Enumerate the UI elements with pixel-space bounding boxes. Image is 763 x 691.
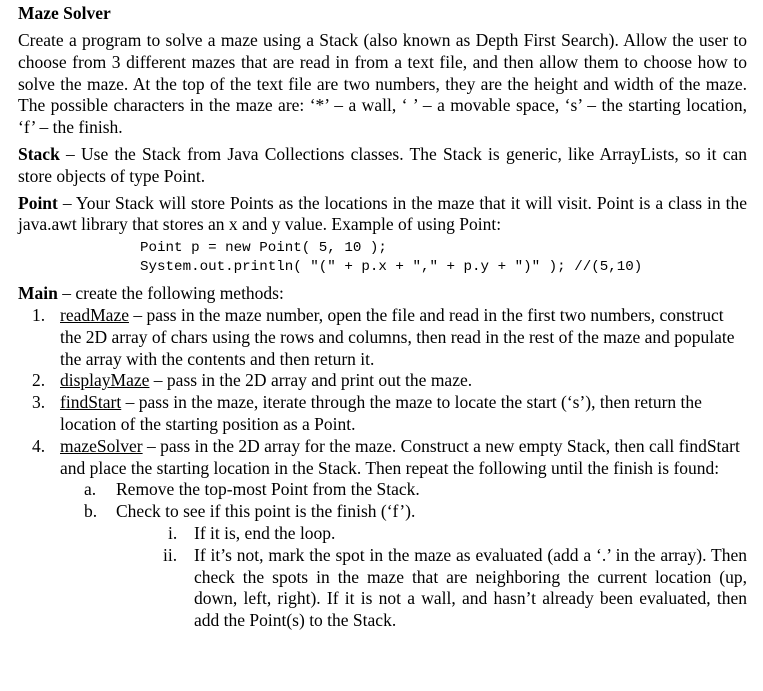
method-desc: – pass in the maze, iterate through the maze to locate the start (‘s’), then return the location of the starting position as a Point. <box>60 392 702 434</box>
solver-steps-list <box>18 479 747 523</box>
main-paragraph <box>18 283 747 305</box>
stack-label: Stack <box>18 143 60 164</box>
method-name: readMaze <box>60 304 129 325</box>
step-text: Remove the top-most Point from the Stack. <box>116 479 420 500</box>
method-name: displayMaze <box>60 370 150 391</box>
method-body <box>60 305 747 370</box>
stack-text: – Use the Stack from Java Collections classes. The Stack is generic, like ArrayLists, so it can store objects of type Point. <box>18 143 747 186</box>
solver-substeps-list <box>18 523 747 632</box>
main-label: Main <box>18 283 58 304</box>
code-example <box>18 239 747 277</box>
solver-step-b <box>60 501 747 523</box>
code-line-1: Point p = new Point( 5, 10 ); <box>140 240 387 257</box>
method-desc: – pass in the 2D array for the maze. Construct a new empty Stack, then call findStart and place the starting location in the Stack. Then repeat the following until the finish is found: <box>60 435 740 478</box>
solver-substep-ii <box>140 545 747 632</box>
method-item-findstart <box>18 392 747 436</box>
code-line-2: System.out.println( "(" + p.x + "," + p.y + ")" ); //(5,10) <box>140 259 643 276</box>
method-body <box>60 370 747 392</box>
substep-marker: ii. <box>163 544 178 565</box>
method-number: 3. <box>32 392 46 413</box>
method-name: findStart <box>60 392 122 413</box>
point-label: Point <box>18 192 58 213</box>
stack-paragraph <box>18 144 747 188</box>
solver-step-a <box>60 479 747 501</box>
substep-text: If it is, end the loop. <box>194 522 336 543</box>
substep-marker: i. <box>168 522 178 543</box>
method-number: 2. <box>32 370 46 391</box>
step-marker: a. <box>84 479 97 500</box>
main-text: – create the following methods: <box>57 283 284 304</box>
method-item-readmaze <box>18 305 747 370</box>
point-text: – Your Stack will store Points as the locations in the maze that it will visit. Point is a class in the java.awt library that stores an x and y value. Example of using Point: <box>18 192 747 235</box>
method-name: mazeSolver <box>60 435 143 456</box>
solver-substep-i <box>140 523 747 545</box>
document-title: Maze Solver <box>18 3 111 23</box>
point-paragraph <box>18 193 747 237</box>
method-number: 1. <box>32 304 46 325</box>
step-marker: b. <box>84 501 98 522</box>
method-body <box>60 436 747 480</box>
intro-paragraph: Create a program to solve a maze using a Stack (also known as Depth First Search). Allow the user to choose from 3 different mazes that are read in from a text file, and then allow them to choose how to solve the maze. At the top of the text file are two numbers, they are the height and width of the maze. The possible characters in the maze are: ‘*’ – a wall, ‘ ’ – a movable space, ‘s’ – the starting location, ‘f’ – the finish. <box>18 30 747 138</box>
substep-text: If it’s not, mark the spot in the maze as evaluated (add a ‘.’ in the array). Then check the spots in the maze that are neighboring the current location (up, down, left, right). If it is not a wall, and hasn’t already been evaluated, then add the Point(s) to the Stack. <box>194 544 747 631</box>
method-desc: – pass in the maze number, open the file and read in the first two numbers, construct the 2D array of chars using the rows and columns, then read in the rest of the maze and populate the array with the contents and then return it. <box>60 304 735 369</box>
method-number: 4. <box>32 435 46 456</box>
method-desc: – pass in the 2D array and print out the maze. <box>149 370 473 391</box>
method-body <box>60 392 747 436</box>
step-text: Check to see if this point is the finish (‘f’). <box>116 501 416 522</box>
method-item-displaymaze <box>18 370 747 392</box>
methods-list <box>18 305 747 479</box>
method-item-mazesolver <box>18 436 747 480</box>
